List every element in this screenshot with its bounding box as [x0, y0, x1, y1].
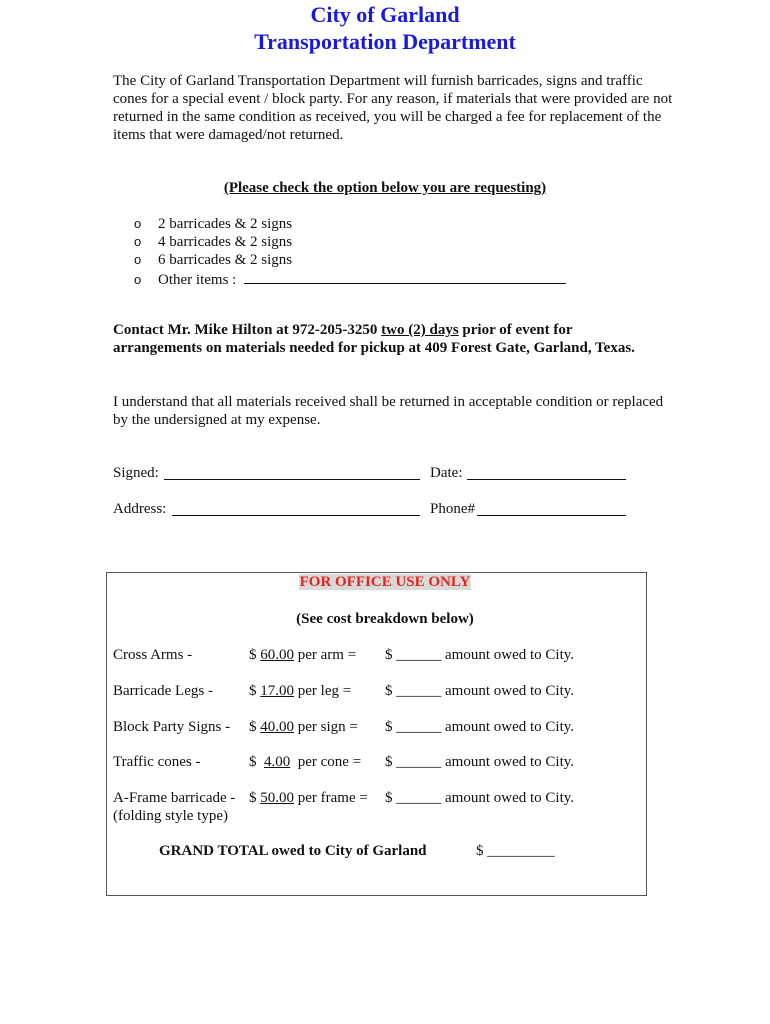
- intro-paragraph: The City of Garland Transportation Department will furnish barricades, signs and traffic cones for a special event / block party. For any reason, if materials that were provided are not returned in the same condition as received, you will be charged a fee for replacement of the items that were damaged/not returned.: [113, 73, 673, 143]
- cost-item: Cross Arms -: [113, 647, 193, 663]
- signed-label: Signed:: [113, 465, 159, 481]
- cost-item: Block Party Signs -: [113, 719, 231, 735]
- cost-owed[interactable]: $ ______ amount owed to City.: [385, 719, 575, 735]
- checkbox-circle-icon[interactable]: o: [134, 252, 142, 267]
- grand-total-field[interactable]: $ _________: [476, 843, 555, 859]
- date-field[interactable]: [467, 465, 626, 480]
- cost-item: Barricade Legs -: [113, 683, 213, 699]
- aframe-note: (folding style type): [113, 808, 228, 824]
- option-item[interactable]: [134, 233, 292, 251]
- cost-owed[interactable]: $ ______ amount owed to City.: [385, 647, 575, 663]
- option-item[interactable]: [134, 269, 566, 289]
- contact-line-1: Contact Mr. Mike Hilton at 972-205-3250 two (2) days prior of event for: [113, 322, 573, 338]
- option-label: 2 barricades & 2 signs: [158, 216, 293, 232]
- option-label: Other items :: [158, 272, 237, 288]
- cost-price: $ 60.00 per arm =: [249, 647, 357, 663]
- signed-field[interactable]: [164, 465, 420, 480]
- address-field[interactable]: [172, 501, 420, 516]
- cost-breakdown-heading: (See cost breakdown below): [296, 611, 474, 627]
- page-subtitle: Transportation Department: [254, 29, 516, 54]
- checkbox-circle-icon[interactable]: o: [134, 216, 142, 231]
- cost-item: A-Frame barricade -: [113, 790, 236, 806]
- option-item[interactable]: [134, 251, 292, 269]
- office-use-heading: FOR OFFICE USE ONLY: [299, 574, 471, 590]
- checkbox-circle-icon[interactable]: o: [134, 272, 142, 287]
- cost-owed[interactable]: $ ______ amount owed to City.: [385, 790, 575, 806]
- contact-days: two (2) days: [381, 322, 459, 338]
- contact-line-2: arrangements on materials needed for pickup at 409 Forest Gate, Garland, Texas.: [113, 340, 635, 356]
- phone-label: Phone#: [430, 501, 475, 517]
- page-title: City of Garland: [310, 2, 460, 27]
- options-heading: (Please check the option below you are requesting): [223, 180, 547, 196]
- date-label: Date:: [430, 465, 463, 481]
- cost-owed[interactable]: $ ______ amount owed to City.: [385, 754, 575, 770]
- checkbox-circle-icon[interactable]: o: [134, 234, 142, 249]
- option-label: 6 barricades & 2 signs: [158, 252, 293, 268]
- other-items-field[interactable]: [244, 269, 566, 284]
- cost-item: Traffic cones -: [113, 754, 201, 770]
- grand-total-label: GRAND TOTAL owed to City of Garland: [159, 843, 427, 859]
- cost-owed[interactable]: $ ______ amount owed to City.: [385, 683, 575, 699]
- cost-price: $ 4.00 per cone =: [249, 754, 362, 770]
- cost-price: $ 17.00 per leg =: [249, 683, 352, 699]
- phone-field[interactable]: [477, 501, 626, 516]
- cost-price: $ 40.00 per sign =: [249, 719, 358, 735]
- option-label: 4 barricades & 2 signs: [158, 234, 293, 250]
- address-label: Address:: [113, 501, 167, 517]
- cost-price: $ 50.00 per frame =: [249, 790, 368, 806]
- agreement-text: I understand that all materials received shall be returned in acceptable condition or replaced by the undersigned at my expense.: [113, 394, 664, 428]
- option-item[interactable]: [134, 215, 292, 233]
